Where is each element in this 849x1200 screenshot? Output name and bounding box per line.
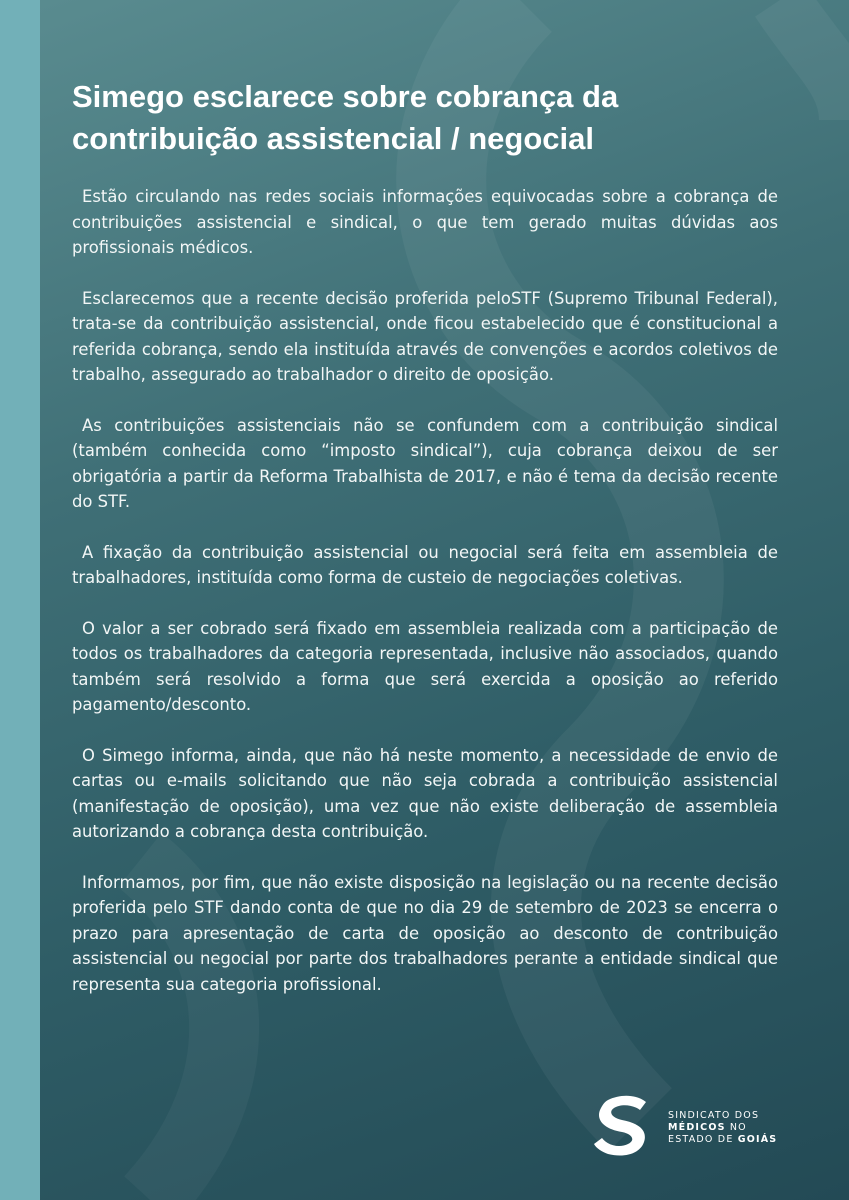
paragraph-6: O Simego informa, ainda, que não há neste momento, a necessidade de envio de cartas ou e-mails solicitando que não seja cobrada a contribuição assistencial (manifestação de oposição), uma vez que não existe deliberação de assembleia autorizando a cobrança desta contribuição. (72, 745, 778, 841)
logo-line-2-rest: NO (725, 1122, 747, 1133)
left-accent-stripe (0, 0, 40, 1200)
logo-line-2-bold: MÉDICOS (668, 1122, 726, 1133)
page-title: Simego esclarece sobre cobrança da contribuição assistencial / negocial (72, 79, 619, 156)
logo-line-3-rest: ESTADO DE (668, 1134, 738, 1145)
paragraph-7: Informamos, por fim, que não existe disposição na legislação ou na recente decisão proferida pelo STF dando conta de que no dia 29 de setembro de 2023 se encerra o prazo para apresentação de carta de oposição ao desconto de contribuição assistencial ou negocial por parte dos trabalhadores perante a entidade sindical que representa sua categoria profissional. (72, 872, 778, 994)
logo-line-3-bold: GOIÁS (737, 1134, 778, 1145)
logo-line-1: SINDICATO DOS (668, 1110, 760, 1121)
simego-logo-icon (590, 1092, 658, 1160)
paragraph-1: Estão circulando nas redes sociais informações equivocadas sobre a cobrança de contribuições assistencial e sindical, o que tem gerado muitas dúvidas aos profissionais médicos. (72, 187, 778, 257)
article-body (72, 184, 778, 1022)
paragraph-3: As contribuições assistenciais não se confundem com a contribuição sindical (também conhecida como “imposto sindical”), cuja cobrança deixou de ser obrigatória a partir da Reforma Trabalhista de 2017, e não é tema da decisão recente do STF. (72, 415, 778, 511)
logo-line-2 (668, 1122, 777, 1134)
paragraph-2: Esclarecemos que a recente decisão proferida peloSTF (Supremo Tribunal Federal), trata-se da contribuição assistencial, onde ficou estabelecido que é constitucional a referida cobrança, sendo ela instituída através de convenções e acordos coletivos de trabalho, assegurado ao trabalhador o direito de oposição. (72, 288, 778, 384)
logo-line-3 (668, 1134, 777, 1146)
simego-logo (590, 1092, 790, 1162)
paragraph-4: A fixação da contribuição assistencial ou negocial será feita em assembleia de trabalhadores, instituída como forma de custeio de negociações coletivas. (72, 542, 778, 587)
paragraph-5: O valor a ser cobrado será fixado em assembleia realizada com a participação de todos os trabalhadores da categoria representada, inclusive não associados, quando também será resolvido a forma que será exercida a oposição ao referido pagamento/desconto. (72, 618, 778, 714)
logo-wordmark (668, 1110, 777, 1146)
